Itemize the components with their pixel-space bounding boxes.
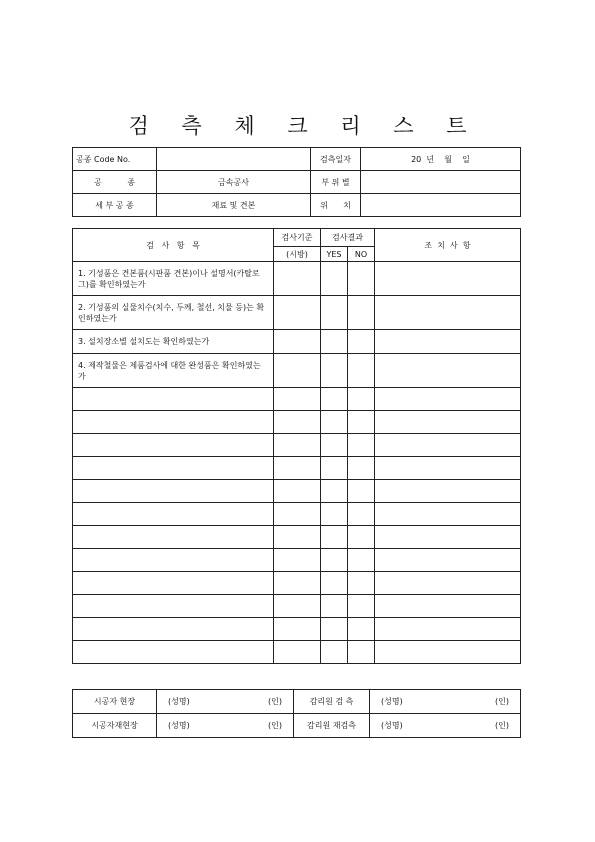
no-cell[interactable]: [348, 330, 375, 354]
table-row: [73, 354, 521, 388]
detail-value-field[interactable]: 재료 및 견본: [157, 194, 311, 217]
name-placeholder: (성명): [381, 697, 403, 706]
standard-cell[interactable]: [274, 549, 321, 572]
seal-mark: (인): [268, 697, 282, 706]
yes-cell[interactable]: [321, 641, 348, 664]
action-cell[interactable]: [375, 330, 521, 354]
item-cell[interactable]: [73, 526, 274, 549]
standard-cell[interactable]: [274, 354, 321, 388]
table-row: [73, 572, 521, 595]
col-standard-header: 검사기준: [274, 229, 321, 247]
detail-label: 세 부 공 종: [73, 194, 157, 217]
yes-cell[interactable]: [321, 526, 348, 549]
action-cell[interactable]: [375, 434, 521, 457]
item-cell[interactable]: [73, 595, 274, 618]
no-cell[interactable]: [348, 549, 375, 572]
yes-cell[interactable]: [321, 330, 348, 354]
col-item-header: 검 사 항 목: [73, 229, 274, 262]
item-cell[interactable]: [73, 434, 274, 457]
name-placeholder: (성명): [168, 697, 190, 706]
action-cell[interactable]: [375, 595, 521, 618]
table-row: [73, 411, 521, 434]
yes-cell[interactable]: [321, 572, 348, 595]
page-title: 검 측 체 크 리 스 트: [128, 114, 480, 138]
yes-cell[interactable]: [321, 503, 348, 526]
code-label: 공종 Code No.: [73, 148, 157, 171]
table-row: [73, 503, 521, 526]
col-result-header: 검사결과: [321, 229, 375, 247]
signature-table: [72, 689, 521, 738]
action-cell[interactable]: [375, 296, 521, 330]
col-no-header: NO: [348, 247, 375, 262]
standard-cell[interactable]: [274, 618, 321, 641]
col-yes-header: YES: [321, 247, 348, 262]
standard-cell[interactable]: [274, 526, 321, 549]
no-cell[interactable]: [348, 595, 375, 618]
no-cell[interactable]: [348, 480, 375, 503]
no-cell[interactable]: [348, 457, 375, 480]
checklist-item: 3. 설치장소별 설치도는 확인하였는가: [73, 330, 274, 354]
yes-cell[interactable]: [321, 595, 348, 618]
location-label: 위 치: [311, 194, 361, 217]
item-cell[interactable]: [73, 411, 274, 434]
action-cell[interactable]: [375, 526, 521, 549]
date-value-field[interactable]: 20 년 월 일: [361, 148, 521, 171]
no-cell[interactable]: [348, 411, 375, 434]
item-cell[interactable]: [73, 618, 274, 641]
name-placeholder: (성명): [381, 721, 403, 730]
checklist-item: 4. 제작철물은 제품검사에 대한 완성품은 확인하였는가: [73, 354, 274, 388]
item-cell[interactable]: [73, 641, 274, 664]
checklist-table: [72, 228, 521, 664]
standard-cell[interactable]: [274, 296, 321, 330]
standard-cell[interactable]: [274, 503, 321, 526]
table-row: [73, 296, 521, 330]
yes-cell[interactable]: [321, 411, 348, 434]
contractor-manager-sign-field[interactable]: [157, 690, 294, 714]
seal-mark: (인): [268, 721, 282, 730]
part-value-field[interactable]: [361, 171, 521, 194]
standard-cell[interactable]: [274, 641, 321, 664]
supervisor-chief-label: 감리원 검 측: [294, 690, 370, 714]
no-cell[interactable]: [348, 388, 375, 411]
yes-cell[interactable]: [321, 388, 348, 411]
table-row: [73, 330, 521, 354]
table-row: [73, 388, 521, 411]
table-row: [73, 618, 521, 641]
supervisor-material-label: 감리원 재검측: [294, 714, 370, 738]
standard-cell[interactable]: [274, 480, 321, 503]
action-cell[interactable]: [375, 411, 521, 434]
no-cell[interactable]: [348, 354, 375, 388]
table-row: [73, 434, 521, 457]
no-cell[interactable]: [348, 572, 375, 595]
contractor-manager-label: 시공자 현장: [73, 690, 157, 714]
work-label: 공 종: [73, 171, 157, 194]
no-cell[interactable]: [348, 641, 375, 664]
standard-cell[interactable]: [274, 572, 321, 595]
yes-cell[interactable]: [321, 618, 348, 641]
action-cell[interactable]: [375, 388, 521, 411]
standard-cell[interactable]: [274, 330, 321, 354]
item-cell[interactable]: [73, 572, 274, 595]
checklist-item: 2. 기성품의 실물치수(치수, 두께, 철선, 치물 등)는 확인하였는가: [73, 296, 274, 330]
table-row: [73, 549, 521, 572]
action-cell[interactable]: [375, 480, 521, 503]
standard-cell[interactable]: [274, 388, 321, 411]
col-action-header: 조 치 사 항: [375, 229, 521, 262]
no-cell[interactable]: [348, 262, 375, 296]
yes-cell[interactable]: [321, 296, 348, 330]
standard-cell[interactable]: [274, 595, 321, 618]
no-cell[interactable]: [348, 526, 375, 549]
yes-cell[interactable]: [321, 262, 348, 296]
action-cell[interactable]: [375, 457, 521, 480]
no-cell[interactable]: [348, 296, 375, 330]
table-row: [73, 262, 521, 296]
checklist-item: 1. 기성품은 견본품(시판품 견본)이나 설명서(카탈로그)를 확인하였는가: [73, 262, 274, 296]
col-standard-sub: (시방): [274, 247, 321, 262]
item-cell[interactable]: [73, 480, 274, 503]
table-row: [73, 457, 521, 480]
yes-cell[interactable]: [321, 354, 348, 388]
action-cell[interactable]: [375, 572, 521, 595]
standard-cell[interactable]: [274, 434, 321, 457]
part-label: 부 위 별: [311, 171, 361, 194]
supervisor-material-sign-field[interactable]: [370, 714, 521, 738]
yes-cell[interactable]: [321, 434, 348, 457]
action-cell[interactable]: [375, 549, 521, 572]
item-cell[interactable]: [73, 457, 274, 480]
table-row: [73, 641, 521, 664]
supervisor-chief-sign-field[interactable]: [370, 690, 521, 714]
date-label: 검측일자: [311, 148, 361, 171]
yes-cell[interactable]: [321, 457, 348, 480]
action-cell[interactable]: [375, 618, 521, 641]
name-placeholder: (성명): [168, 721, 190, 730]
no-cell[interactable]: [348, 434, 375, 457]
standard-cell[interactable]: [274, 457, 321, 480]
header-table: [72, 147, 521, 217]
work-value-field[interactable]: 금속공사: [157, 171, 311, 194]
code-value-field[interactable]: [157, 148, 311, 171]
action-cell[interactable]: [375, 641, 521, 664]
location-value-field[interactable]: [361, 194, 521, 217]
action-cell[interactable]: [375, 262, 521, 296]
table-row: [73, 595, 521, 618]
action-cell[interactable]: [375, 503, 521, 526]
contractor-staff-sign-field[interactable]: [157, 714, 294, 738]
no-cell[interactable]: [348, 503, 375, 526]
item-cell[interactable]: [73, 503, 274, 526]
yes-cell[interactable]: [321, 480, 348, 503]
item-cell[interactable]: [73, 549, 274, 572]
standard-cell[interactable]: [274, 411, 321, 434]
standard-cell[interactable]: [274, 262, 321, 296]
item-cell[interactable]: [73, 388, 274, 411]
table-row: [73, 526, 521, 549]
no-cell[interactable]: [348, 618, 375, 641]
seal-mark: (인): [495, 721, 509, 730]
action-cell[interactable]: [375, 354, 521, 388]
contractor-staff-label: 시공자재현장: [73, 714, 157, 738]
seal-mark: (인): [495, 697, 509, 706]
table-row: [73, 480, 521, 503]
yes-cell[interactable]: [321, 549, 348, 572]
